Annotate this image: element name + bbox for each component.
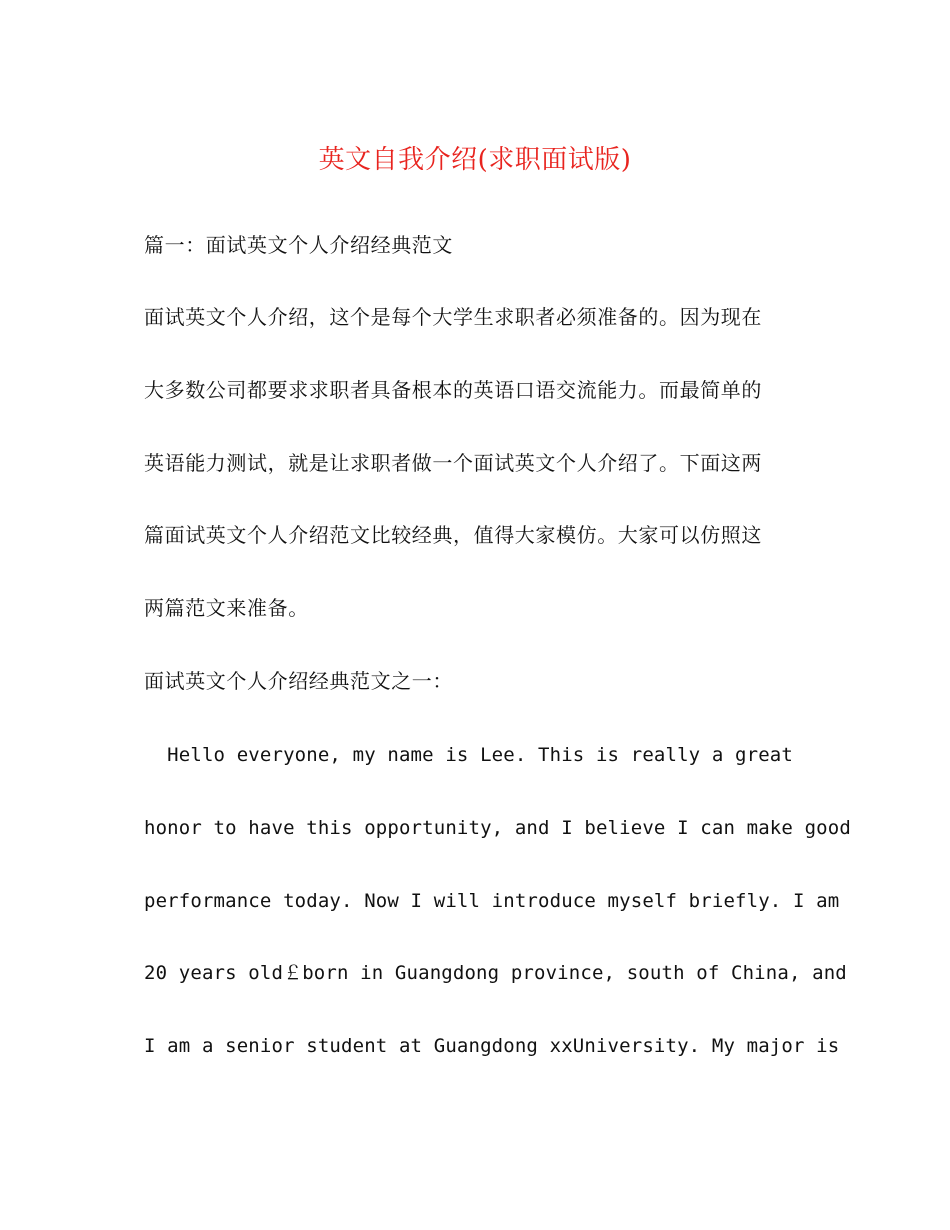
document-title: 英文自我介绍(求职面试版) — [318, 145, 632, 175]
paragraph-line: 两篇范文来准备。 — [144, 596, 309, 620]
english-paragraph-line: 20 years old￡born in Guangdong province, south of China, and — [144, 962, 847, 984]
paragraph-line: 面试英文个人介绍，这个是每个大学生求职者必须准备的。因为现在 — [144, 305, 762, 329]
english-paragraph-line: honor to have this opportunity, and I believe I can make good — [144, 817, 851, 839]
subsection-heading: 面试英文个人介绍经典范文之一： — [144, 669, 453, 693]
english-paragraph-line: I am a senior student at Guangdong xxUniversity. My major is — [144, 1035, 840, 1057]
section-heading: 篇一：面试英文个人介绍经典范文 — [144, 233, 453, 257]
paragraph-line: 英语能力测试，就是让求职者做一个面试英文个人介绍了。下面这两 — [144, 451, 762, 475]
english-paragraph-line: performance today. Now I will introduce myself briefly. I am — [144, 890, 840, 912]
paragraph-line: 篇面试英文个人介绍范文比较经典，值得大家模仿。大家可以仿照这 — [144, 523, 762, 547]
english-paragraph-line: Hello everyone, my name is Lee. This is really a great — [144, 744, 793, 766]
paragraph-line: 大多数公司都要求求职者具备根本的英语口语交流能力。而最简单的 — [144, 378, 762, 402]
